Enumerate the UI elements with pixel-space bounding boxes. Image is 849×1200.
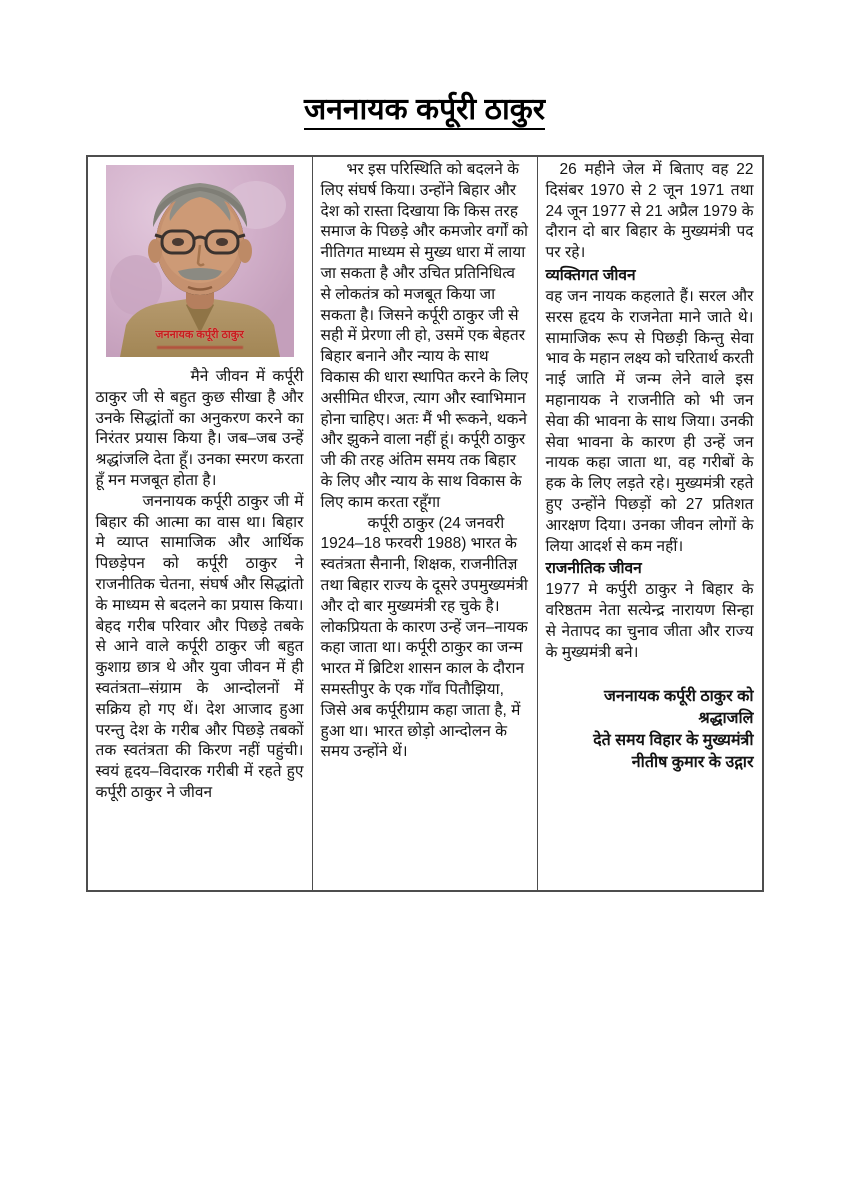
column-2 (312, 157, 537, 890)
portrait-photo (106, 165, 294, 357)
col3-paragraph-2: वह जन नायक कहलाते हैं। सरल और सरस हृदय के राजनेता माने जाते थे। सामाजिक रूप से पिछड़ी किन्तु सेवा भाव के महान लक्ष्य को चरितार्थ करती नाई जाति में जन्म लेने वाले इस महानायक ने राजनीति को भी जन सेवा की भावना के साथ जिया। उनकी सेवा भावना के कारण ही उन्हें जन नायक कहा जाता था, वह गरीबों के हक के लिए लड़ते रहे। मुख्यमंत्री रहते हुए उन्होंने पिछड़ों को 27 प्रतिशत आरक्षण दिया। उनका जीवन लोगों के लिया आदर्श से कम नहीं। (545, 287, 754, 555)
attribution-block (546, 686, 754, 774)
page-title (0, 0, 849, 130)
heading-political-life: राजनीतिक जीवन (545, 560, 642, 578)
col2-paragraph-2: कर्पूरी ठाकुर (24 जनवरी 1924–18 फरवरी 1988) भारत के स्वतंत्रता सैनानी, शिक्षक, राजनीतिज्ञ तथा बिहार राज्य के दूसरे उपमुख्यमंत्री और दो बार मुख्यमंत्री रह चुके है। लोकप्रियता के कारण उन्हें जन–नायक कहा जाता था। कर्पूरी ठाकुर का जन्म भारत में ब्रिटिश शासन काल के दौरान समस्तीपुर के एक गाँव पितौझिया, जिसे अब कर्पूरीग्राम कहा जाता है, में हुआ था। भारत छोड़ो आन्दोलन के समय उन्होंने थें। (320, 514, 528, 761)
page-title-text: जननायक कर्पूरी ठाकुर (304, 93, 545, 130)
attribution-line: देते समय विहार के मुख्यमंत्री (593, 731, 754, 749)
column-3 (537, 157, 762, 890)
article-table (86, 155, 764, 892)
col1-paragraph-2: जननायक कर्पूरी ठाकुर जी में बिहार की आत्मा का वास था। बिहार मे व्याप्त सामाजिक और आर्थिक पिछड़ेपन को कर्पूरी ठाकुर ने राजनीतिक चेतना, संघर्ष और सिद्धांतो के माध्यम से बदलने का प्रयास किया। बेहद गरीब परिवार और पिछड़े तबके से आने वाले कर्पूरी ठाकुर जी बहुत कुशाग्र छात्र थे और युवा जीवन में ही स्वतंत्रता–संग्राम के आन्दोलनों में सक्रिय हो गए थें। देश आजाद हुआ परन्तु देश के गरीब और पिछड़े तबकों तक स्वतंत्रता की किरण नहीं पहुंची। स्वयं हृदय–विदारक गरीबी में रहते हुए कर्पूरी ठाकुर ने जीवन (95, 492, 304, 801)
col3-paragraph-1: 26 महीने जेल में बिताए वह 22 दिसंबर 1970 से 2 जून 1971 तथा 24 जून 1977 से 21 अप्रैल 1979 के दौरान दो बार बिहार के मुख्यमंत्री पद पर रहे। (545, 161, 754, 262)
col1-paragraph-1: मैने जीवन में कर्पूरी ठाकुर जी से बहुत कुछ सीखा है और उनके सिद्धांतों का अनुकरण करने का निरंतर प्रयास किया है। जब–जब उन्हें श्रद्धांजलि देता हूँ। उनका स्मरण करता हूँ मन मजबूत होता है। (95, 368, 304, 489)
column-1 (88, 157, 312, 890)
photo-caption-subline (157, 346, 243, 349)
col3-paragraph-3: 1977 मे कर्पुरी ठाकुर ने बिहार के वरिष्ठतम नेता सत्येन्द्र नारायण सिन्हा से नेतापद का चुनाव जीता और राज्य के मुख्यमंत्री बने। (545, 581, 754, 661)
heading-personal-life: व्यक्तिगत जीवन (545, 266, 636, 284)
photo-caption: जननायक कर्पूरी ठाकुर (155, 329, 244, 341)
attribution-line: नीतीष कुमार के उद्गार (631, 753, 754, 771)
attribution-line: श्रद्धाजलि (698, 709, 754, 727)
attribution-line: जननायक कर्पूरी ठाकुर को (604, 687, 754, 705)
col2-paragraph-1: भर इस परिस्थिति को बदलने के लिए संघर्ष किया। उन्होंने बिहार और देश को रास्ता दिखाया कि किस तरह समाज के पिछड़े और कमजोर वर्गों को नीतिगत माध्यम से मुख्य धारा में लाया जा सकता है और उचित प्रतिनिधित्व से लोकतंत्र को मजबूत किया जा सकता है। जिसने कर्पूरी ठाकुर जी से सही में प्रेरणा ली हो, उसमें एक बेहतर बिहार बनाने और न्याय के साथ विकास की धारा स्थापित करने के लिए असीमित धीरज, त्याग और स्वाभिमान होना चाहिए। अतः मैं भी रूकने, थकने और झुकने वाला नहीं हूं। कर्पूरी ठाकुर जी की तरह अंतिम समय तक बिहार के लिए और न्याय के साथ विकास के लिए काम करता रहूँगा (320, 161, 529, 511)
